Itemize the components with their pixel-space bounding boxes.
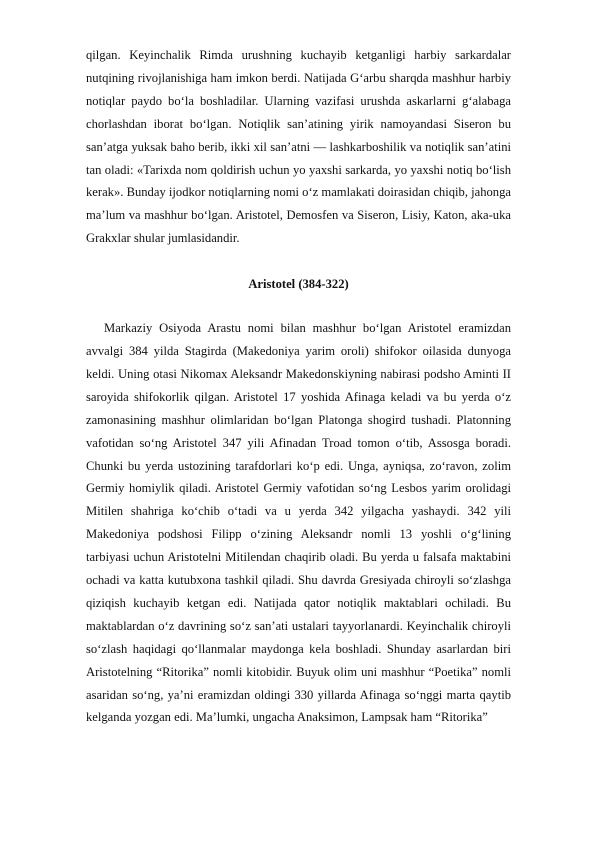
body-paragraph: Markaziy Osiyoda Arastu nomi bilan mashhur bo‘lgan Aristotel eramizdan avvalgi 384 yilda Stagirda (Makedoniya yarim oroli) shifokor oilasida dunyoga keldi. Uning otasi Nikomax Aleksandr Makedonskiyning nabirasi podsho Aminti II saroyida shifokorlik qilgan. Aristotel 17 yoshida Afinaga keladi va bu yerda o‘z zamonasining mashhur olimlaridan bo‘lgan Platonga shogird tushadi. Platonning vafotidan so‘ng Aristotel 347 yili Afinadan Troad tomon o‘tib, Assosga boradi. Chunki bu yerda ustozining tarafdorlari ko‘p edi. Unga, ayniqsa, zo‘ravon, zolim Germiy homiylik qiladi. Aristotel Germiy vafotidan so‘ng Lesbos yarim orolidagi Mitilen shahriga ko‘chib o‘tadi va u yerda 342 yilgacha yashaydi. 342 yili Makedoniya podshosi Filipp o‘zining Aleksandr nomli 13 yoshli o‘g‘lining tarbiyasi uchun Aristotelni Mitilendan chaqirib oladi. Bu yerda u falsafa maktabini ochadi va katta kutubxona tashkil qiladi. Shu davrda Gresiyada chiroyli so‘zlashga qiziqish kuchayib ketgan edi. Natijada qator notiqlik maktablari ochiladi. Bu maktablardan o‘z davrining so‘z san’ati ustalari tayyorlanardi. Keyinchalik chiroyli so‘zlash haqidagi qo‘llanmalar maydonga kela boshladi. Shunday asarlardan biri Aristotelning “Ritorika” nomli kitobidir. Buyuk olim uni mashhur “Poetika” nomli asaridan so‘ng, ya’ni eramizdan oldingi 330 yillarda Afinaga so‘nggi marta qaytib kelganda yozgan edi. Ma’lumki, ungacha Anaksimon, Lampsak ham “Ritorika” <box>86 321 511 725</box>
spacer <box>86 250 511 273</box>
body-paragraph: qilgan. Keyinchalik Rimda urushning kuchayib ketganligi harbiy sarkardalar nutqining rivojlanishiga ham imkon berdi. Natijada G‘arbu sharqda mashhur harbiy notiqlar paydo bo‘la boshladilar. Ularning vazifasi urushda askarlarni g‘alabaga chorlashdan iborat bo‘lgan. Notiqlik san’atining yirik namoyandasi Siseron bu san’atga yuksak baho berib, ikki xil san’atni — lashkarboshilik va notiqlik san’atini tan oladi: «Tarixda nom qoldirish uchun yo yaxshi sarkarda, yo yaxshi notiq bo‘lish kerak». Bunday ijodkor notiqlarning nomi o‘z mamlakati doirasidan chiqib, jahonga ma’lum va mashhur bo‘lgan. Aristotel, Demosfen va Siseron, Lisiy, Katon, aka-uka Grakxlar shular jumlasidandir. <box>86 48 511 246</box>
section-heading: Aristotel (384-322) <box>248 277 349 292</box>
spacer <box>86 296 511 317</box>
document-page <box>86 44 511 729</box>
